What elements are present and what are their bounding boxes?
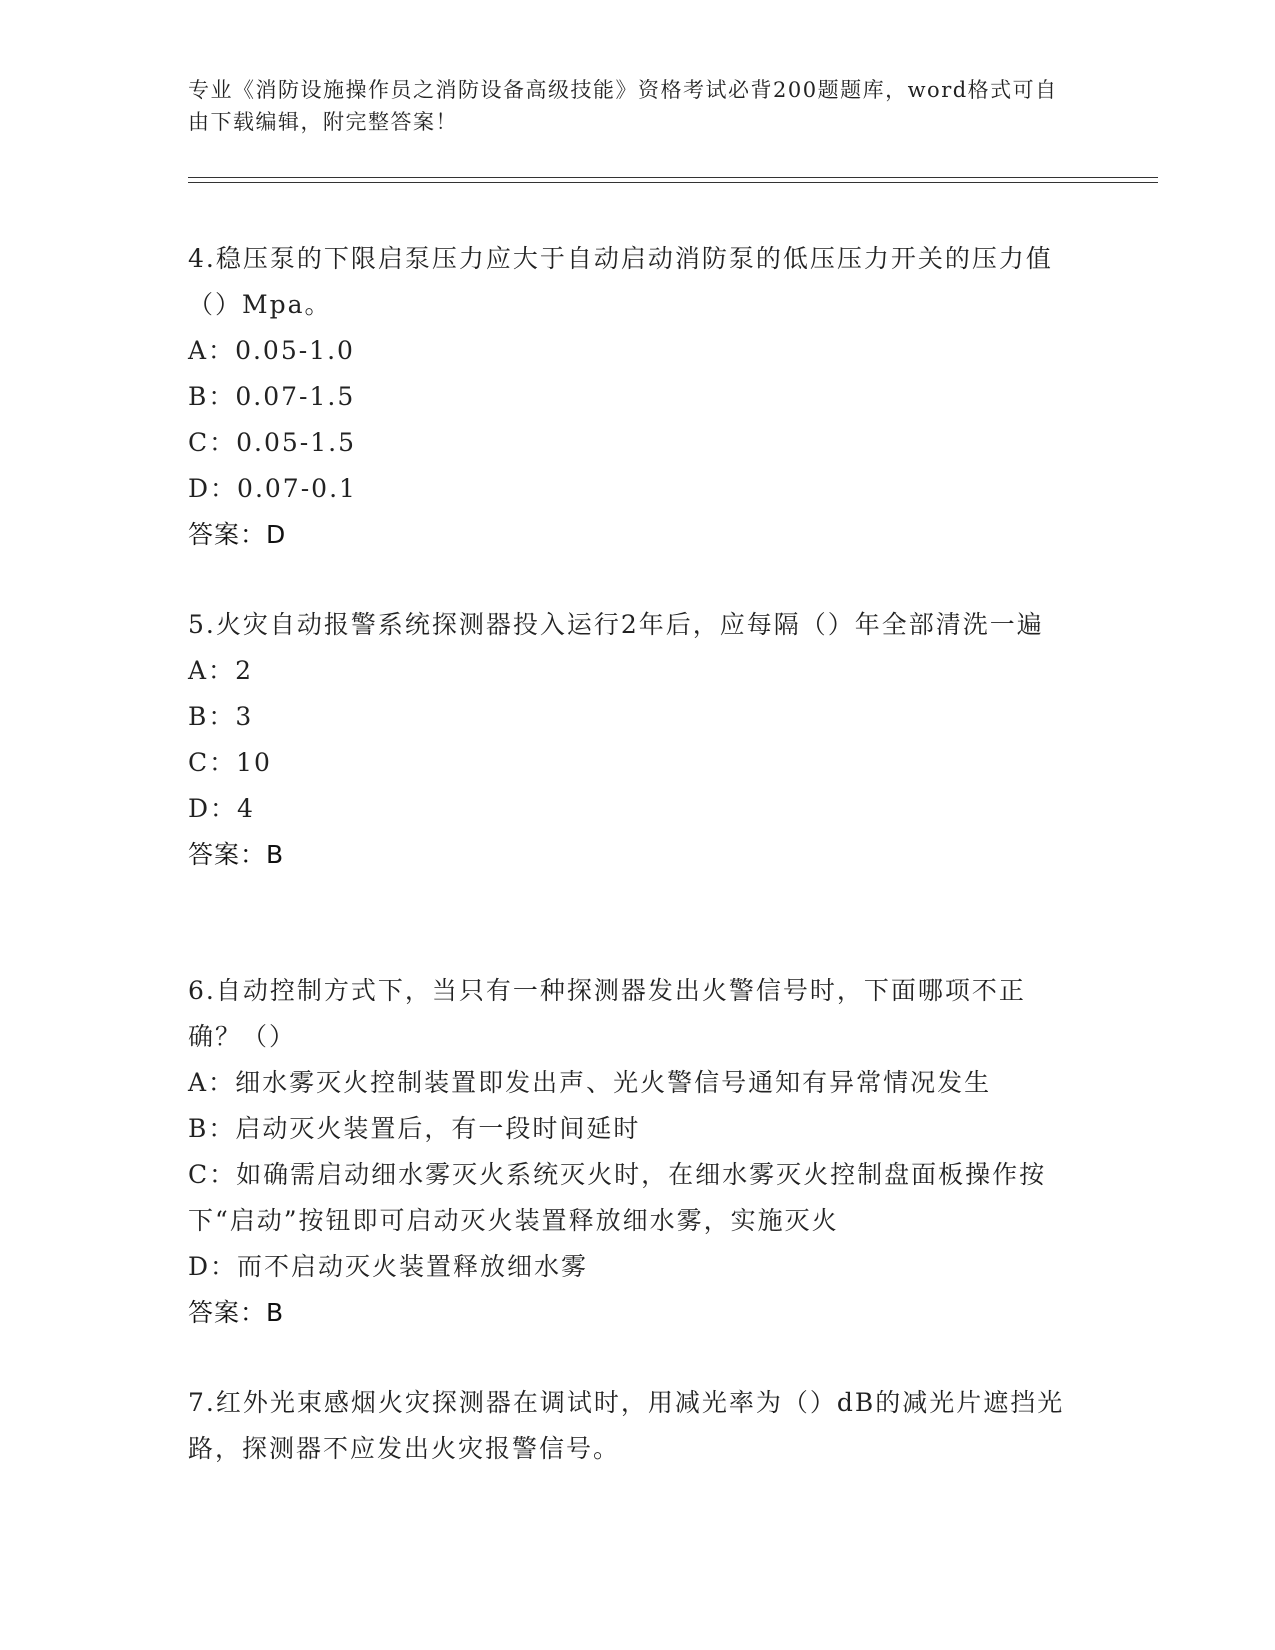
option-key: B：	[188, 1114, 236, 1143]
option-c	[188, 420, 1068, 466]
header-divider-bottom	[188, 182, 1158, 183]
option-text: 4	[237, 794, 255, 823]
option-key: A：	[188, 656, 236, 685]
option-key: A：	[188, 336, 236, 365]
question-text: 4.稳压泵的下限启泵压力应大于自动启动消防泵的低压压力开关的压力值（）Mpa。	[188, 244, 1053, 319]
header-divider-top	[188, 177, 1158, 178]
option-key: B：	[188, 702, 236, 731]
option-text: 0.05-1.0	[235, 336, 355, 365]
option-text: 0.05-1.5	[236, 428, 357, 457]
option-b	[188, 694, 1068, 740]
answer-line: 答案：B	[188, 1298, 285, 1327]
option-key: D：	[188, 1252, 238, 1281]
option-d	[188, 786, 1068, 832]
option-text: 0.07-0.1	[237, 474, 357, 503]
question-text: 5.火灾自动报警系统探测器投入运行2年后，应每隔（）年全部清洗一遍	[188, 610, 1044, 639]
option-c	[188, 1152, 1068, 1244]
question-4	[188, 236, 1068, 558]
option-b	[188, 1106, 1068, 1152]
option-a	[188, 1060, 1068, 1106]
option-key: A：	[188, 1068, 236, 1097]
option-a	[188, 648, 1068, 694]
option-d	[188, 466, 1068, 512]
option-text: 3	[235, 702, 254, 731]
option-a	[188, 328, 1068, 374]
option-text: 启动灭火装置后，有一段时间延时	[235, 1114, 641, 1143]
option-text: 0.07-1.5	[235, 382, 356, 411]
option-key: C：	[188, 1160, 237, 1189]
question-5	[188, 602, 1068, 878]
question-text: 6.自动控制方式下，当只有一种探测器发出火警信号时，下面哪项不正确？（）	[188, 976, 1026, 1051]
question-text: 7.红外光束感烟火灾探测器在调试时，用减光率为（）dB的减光片遮挡光路，探测器不应发出火灾报警信号。	[188, 1388, 1065, 1463]
option-text: 如确需启动细水雾灭火系统灭火时，在细水雾灭火控制盘面板操作按下“启动”按钮即可启动灭火装置释放细水雾，实施灭火	[188, 1160, 1047, 1235]
option-c	[188, 740, 1068, 786]
option-text: 10	[236, 748, 272, 777]
option-key: B：	[188, 382, 236, 411]
option-key: C：	[188, 428, 237, 457]
option-text: 2	[235, 656, 253, 685]
question-7	[188, 1380, 1068, 1472]
option-d	[188, 1244, 1068, 1290]
option-key: C：	[188, 748, 237, 777]
option-key: D：	[188, 794, 238, 823]
answer-line: 答案：B	[188, 840, 285, 869]
option-text: 细水雾灭火控制装置即发出声、光火警信号通知有异常情况发生	[235, 1068, 992, 1097]
option-b	[188, 374, 1068, 420]
answer-line: 答案：D	[188, 520, 287, 549]
option-text: 而不启动灭火装置释放细水雾	[237, 1252, 589, 1281]
document-header: 专业《消防设施操作员之消防设备高级技能》资格考试必背200题题库，word格式可自由下载编辑，附完整答案！	[188, 78, 1058, 134]
option-key: D：	[188, 474, 238, 503]
question-6	[188, 968, 1068, 1336]
